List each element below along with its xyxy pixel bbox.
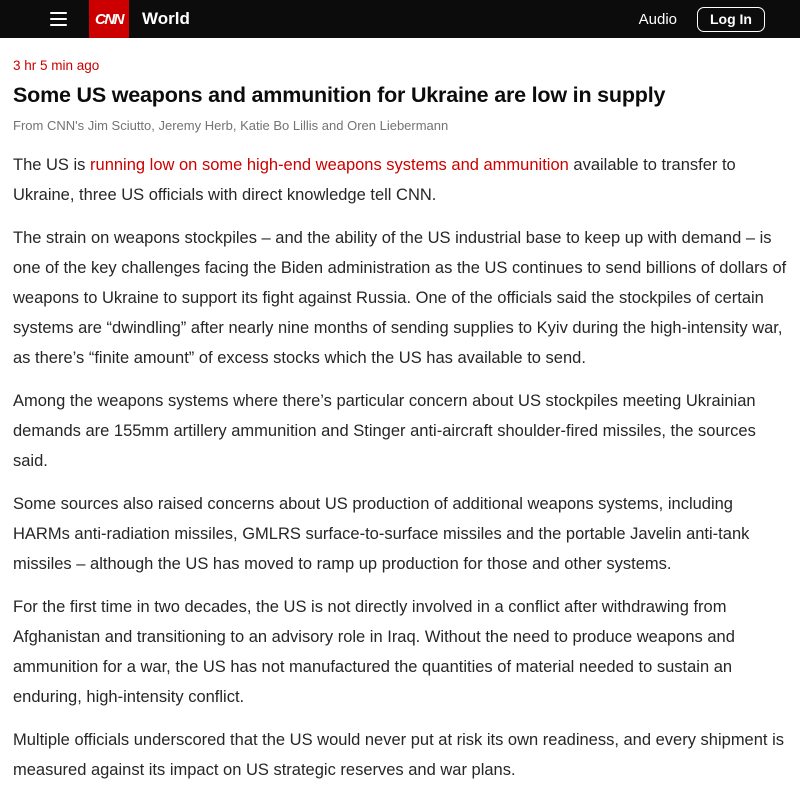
- timestamp: 3 hr 5 min ago: [13, 58, 100, 73]
- header-right: [639, 7, 800, 32]
- lead-pre: The US is: [13, 155, 91, 174]
- hamburger-icon: [50, 12, 67, 14]
- article-paragraph: For the first time in two decades, the US is not directly involved in a conflict after withdrawing from Afghanistan and transitioning to an advisory role in Iraq. Without the need to produce weapons and ammunition for a war, the US has not manufactured the quantities of material needed to sustain an enduring, high-intensity conflict.: [13, 597, 735, 706]
- article: [0, 58, 800, 785]
- login-button[interactable]: Log In: [697, 7, 765, 32]
- headline: Some US weapons and ammunition for Ukraine are low in supply: [13, 83, 666, 107]
- article-link[interactable]: running low on some high-end weapons systems and ammunition: [90, 155, 569, 174]
- article-body: [13, 150, 787, 785]
- section-title[interactable]: World: [142, 9, 190, 28]
- cnn-logo[interactable]: CNN: [89, 0, 129, 38]
- article-paragraph: Some sources also raised concerns about US production of additional weapons systems, including HARMs anti-radiation missiles, GMLRS surface-to-surface missiles and the portable Javelin anti-tank missiles – although the US has moved to ramp up production for those and other systems.: [13, 494, 750, 573]
- audio-link[interactable]: Audio: [638, 10, 677, 28]
- header: [0, 0, 800, 38]
- byline: From CNN's Jim Sciutto, Jeremy Herb, Katie Bo Lillis and Oren Liebermann: [13, 117, 449, 133]
- menu-button[interactable]: [46, 8, 71, 30]
- article-paragraph: The strain on weapons stockpiles – and the ability of the US industrial base to keep up with demand – is one of the key challenges facing the Biden administration as the US continues to send billions of dollars of weapons to Ukraine to support its fight against Russia. One of the officials said the stockpiles of certain systems are “dwindling” after nearly nine months of sending supplies to Kyiv during the high-intensity war, as there’s “finite amount” of excess stocks which the US has available to send.: [13, 228, 787, 367]
- article-paragraph: [13, 150, 787, 210]
- lead-post: available to transfer to Ukraine, three US officials with direct knowledge tell CNN.: [13, 155, 736, 204]
- article-paragraph: Multiple officials underscored that the US would never put at risk its own readiness, and every shipment is measured against its impact on US strategic reserves and war plans.: [13, 730, 784, 779]
- article-paragraph: Among the weapons systems where there’s particular concern about US stockpiles meeting Ukrainian demands are 155mm artillery ammunition and Stinger anti-aircraft shoulder-fired missiles, the sources said.: [13, 391, 756, 470]
